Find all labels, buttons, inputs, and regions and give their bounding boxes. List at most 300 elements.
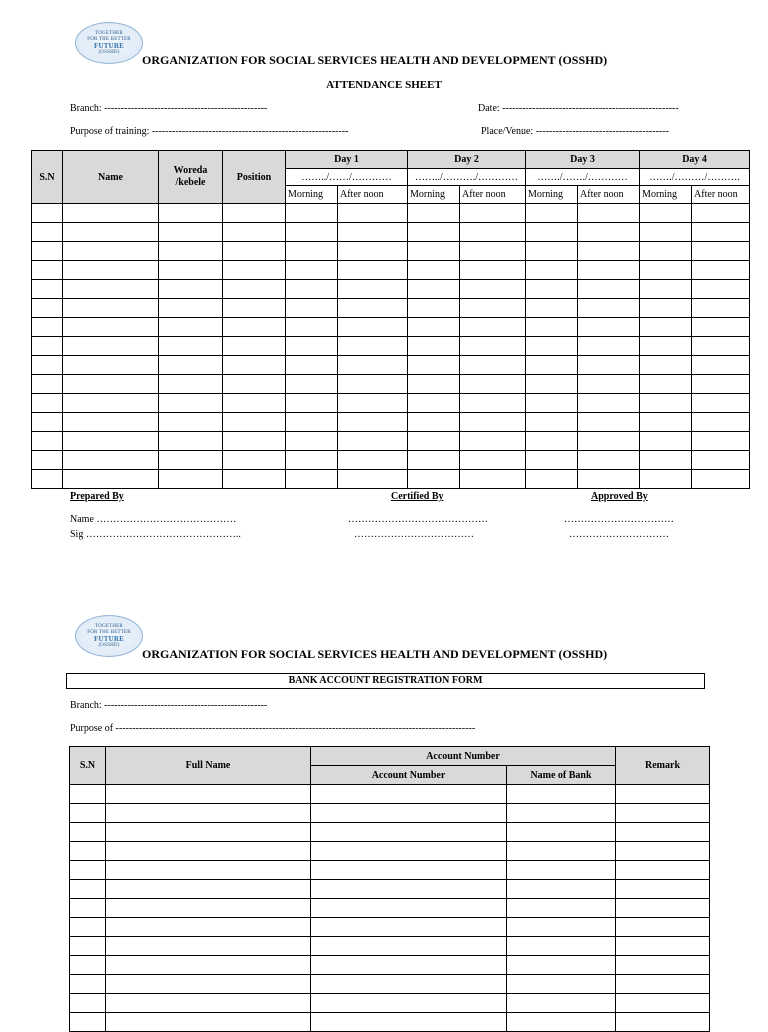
day-4-morning: Morning (640, 186, 692, 204)
table-cell[interactable] (526, 356, 578, 375)
table-cell[interactable] (286, 280, 338, 299)
table-cell[interactable] (32, 318, 63, 337)
table-cell[interactable] (616, 823, 710, 842)
purpose-field[interactable]: Purpose of training: ----------------------------------------------------------- (70, 126, 349, 137)
table-cell[interactable] (616, 785, 710, 804)
table-cell[interactable] (460, 337, 526, 356)
table-row (32, 261, 750, 280)
table-cell[interactable] (692, 204, 750, 223)
table-cell[interactable] (526, 470, 578, 489)
table-row (32, 223, 750, 242)
table-cell[interactable] (338, 470, 408, 489)
table-cell[interactable] (32, 394, 63, 413)
table-cell[interactable] (286, 432, 338, 451)
table-cell[interactable] (338, 261, 408, 280)
table-cell[interactable] (460, 242, 526, 261)
table-cell[interactable] (460, 299, 526, 318)
table-cell[interactable] (507, 956, 616, 975)
table-cell[interactable] (526, 261, 578, 280)
table-cell[interactable] (106, 804, 311, 823)
table-cell[interactable] (106, 994, 311, 1013)
table-row (32, 299, 750, 318)
prepared-sig-line[interactable]: Sig ……………………………………….. (70, 529, 241, 540)
table-cell[interactable] (63, 337, 159, 356)
table-cell[interactable] (32, 470, 63, 489)
table-cell[interactable] (460, 223, 526, 242)
table-cell[interactable] (106, 785, 311, 804)
table-cell[interactable] (640, 337, 692, 356)
table-cell[interactable] (286, 394, 338, 413)
bank-branch-field[interactable]: Branch: ------------------------------------------------- (70, 700, 268, 711)
table-cell[interactable] (311, 842, 507, 861)
table-cell[interactable] (408, 337, 460, 356)
table-cell[interactable] (32, 451, 63, 470)
table-cell[interactable] (526, 204, 578, 223)
table-cell[interactable] (286, 204, 338, 223)
table-cell[interactable] (311, 937, 507, 956)
table-cell[interactable] (640, 299, 692, 318)
table-cell[interactable] (460, 375, 526, 394)
table-cell[interactable] (63, 242, 159, 261)
table-cell[interactable] (460, 318, 526, 337)
table-cell[interactable] (63, 470, 159, 489)
table-cell[interactable] (692, 356, 750, 375)
table-cell[interactable] (63, 356, 159, 375)
bank-form-title: BANK ACCOUNT REGISTRATION FORM (66, 673, 705, 689)
table-cell[interactable] (578, 337, 640, 356)
table-cell[interactable] (311, 785, 507, 804)
table-cell[interactable] (70, 804, 106, 823)
table-cell[interactable] (408, 280, 460, 299)
table-cell[interactable] (159, 337, 223, 356)
table-cell[interactable] (640, 318, 692, 337)
prepared-name-line[interactable]: Name …………………………………… (70, 514, 237, 525)
table-cell[interactable] (223, 356, 286, 375)
table-cell[interactable] (507, 823, 616, 842)
table-row (70, 880, 710, 899)
table-cell[interactable] (223, 375, 286, 394)
table-cell[interactable] (159, 394, 223, 413)
table-cell[interactable] (507, 861, 616, 880)
table-cell[interactable] (338, 337, 408, 356)
table-cell[interactable] (32, 223, 63, 242)
table-cell[interactable] (578, 356, 640, 375)
table-cell[interactable] (286, 356, 338, 375)
table-cell[interactable] (311, 956, 507, 975)
table-cell[interactable] (408, 470, 460, 489)
table-cell[interactable] (286, 242, 338, 261)
day-4-afternoon: After noon (692, 186, 750, 204)
table-cell[interactable] (70, 937, 106, 956)
table-cell[interactable] (640, 432, 692, 451)
bank-header-sn: S.N (70, 747, 106, 785)
table-cell[interactable] (408, 451, 460, 470)
table-cell[interactable] (159, 261, 223, 280)
table-cell[interactable] (460, 261, 526, 280)
table-cell[interactable] (106, 918, 311, 937)
table-row (32, 432, 750, 451)
table-cell[interactable] (692, 432, 750, 451)
table-cell[interactable] (70, 975, 106, 994)
date-field[interactable]: Date: ----------------------------------------------------- (478, 103, 679, 114)
table-cell[interactable] (338, 318, 408, 337)
table-cell[interactable] (70, 785, 106, 804)
table-cell[interactable] (526, 375, 578, 394)
table-cell[interactable] (63, 413, 159, 432)
day-3-morning: Morning (526, 186, 578, 204)
table-cell[interactable] (223, 280, 286, 299)
certified-by-label: Certified By (391, 491, 444, 502)
table-cell[interactable] (159, 356, 223, 375)
logo-text: FOR THE BETTER (87, 629, 131, 635)
attendance-rows (32, 204, 750, 489)
table-cell[interactable] (106, 880, 311, 899)
table-row (70, 937, 710, 956)
table-cell[interactable] (286, 261, 338, 280)
table-row (70, 918, 710, 937)
table-cell[interactable] (616, 956, 710, 975)
table-cell[interactable] (32, 413, 63, 432)
table-cell[interactable] (507, 975, 616, 994)
table-cell[interactable] (692, 470, 750, 489)
table-cell[interactable] (578, 394, 640, 413)
table-cell[interactable] (159, 470, 223, 489)
table-cell[interactable] (507, 918, 616, 937)
table-cell[interactable] (408, 432, 460, 451)
table-cell[interactable] (338, 413, 408, 432)
table-cell[interactable] (311, 994, 507, 1013)
table-cell[interactable] (507, 994, 616, 1013)
table-cell[interactable] (32, 337, 63, 356)
table-row (70, 861, 710, 880)
table-cell[interactable] (70, 918, 106, 937)
table-cell[interactable] (640, 280, 692, 299)
table-cell[interactable] (223, 242, 286, 261)
table-cell[interactable] (692, 223, 750, 242)
table-cell[interactable] (159, 375, 223, 394)
table-cell[interactable] (692, 318, 750, 337)
bank-header-full-name: Full Name (106, 747, 311, 785)
bank-header-bank-name: Name of Bank (507, 766, 616, 785)
table-cell[interactable] (692, 451, 750, 470)
table-cell[interactable] (616, 937, 710, 956)
table-cell[interactable] (578, 299, 640, 318)
table-row (32, 394, 750, 413)
table-cell[interactable] (640, 470, 692, 489)
table-cell[interactable] (63, 299, 159, 318)
table-cell[interactable] (106, 975, 311, 994)
table-cell[interactable] (223, 223, 286, 242)
org-title: ORGANIZATION FOR SOCIAL SERVICES HEALTH AND DEVELOPMENT (OSSHD) (142, 647, 608, 661)
logo-text: FUTURE (94, 41, 124, 50)
table-cell[interactable] (507, 937, 616, 956)
table-cell[interactable] (460, 356, 526, 375)
table-cell[interactable] (338, 242, 408, 261)
table-cell[interactable] (616, 842, 710, 861)
table-cell[interactable] (692, 261, 750, 280)
table-cell[interactable] (578, 242, 640, 261)
table-cell[interactable] (338, 432, 408, 451)
table-cell[interactable] (408, 318, 460, 337)
table-cell[interactable] (223, 261, 286, 280)
table-cell[interactable] (286, 470, 338, 489)
table-cell[interactable] (526, 394, 578, 413)
table-cell[interactable] (159, 432, 223, 451)
table-cell[interactable] (408, 375, 460, 394)
table-cell[interactable] (70, 899, 106, 918)
table-cell[interactable] (70, 823, 106, 842)
approved-by-label: Approved By (591, 491, 648, 502)
table-cell[interactable] (286, 451, 338, 470)
table-cell[interactable] (311, 861, 507, 880)
table-cell[interactable] (578, 280, 640, 299)
day-3-date-blank[interactable]: ……./……./………… (526, 169, 640, 186)
table-cell[interactable] (70, 994, 106, 1013)
table-cell[interactable] (32, 299, 63, 318)
day-2-date-blank[interactable]: ……../………./………… (408, 169, 526, 186)
table-cell[interactable] (106, 1013, 311, 1032)
table-cell[interactable] (63, 261, 159, 280)
table-cell[interactable] (460, 280, 526, 299)
header-sn: S.N (32, 151, 63, 204)
table-cell[interactable] (286, 223, 338, 242)
table-cell[interactable] (32, 356, 63, 375)
table-cell[interactable] (223, 432, 286, 451)
table-cell[interactable] (616, 975, 710, 994)
table-cell[interactable] (640, 375, 692, 394)
table-cell[interactable] (408, 356, 460, 375)
certified-sig-line[interactable]: ……………………………… (354, 529, 474, 540)
table-cell[interactable] (460, 394, 526, 413)
table-cell[interactable] (460, 413, 526, 432)
table-cell[interactable] (616, 880, 710, 899)
table-cell[interactable] (311, 880, 507, 899)
table-cell[interactable] (311, 1013, 507, 1032)
table-row (32, 204, 750, 223)
table-cell[interactable] (70, 861, 106, 880)
table-cell[interactable] (223, 337, 286, 356)
day-2-afternoon: After noon (460, 186, 526, 204)
table-row (32, 242, 750, 261)
table-cell[interactable] (460, 470, 526, 489)
table-cell[interactable] (408, 242, 460, 261)
header-day-4: Day 4 (640, 151, 750, 169)
table-cell[interactable] (578, 204, 640, 223)
table-cell[interactable] (526, 242, 578, 261)
table-cell[interactable] (286, 413, 338, 432)
table-row (32, 280, 750, 299)
table-cell[interactable] (338, 356, 408, 375)
bank-header-account-number: Account Number (311, 766, 507, 785)
table-cell[interactable] (63, 280, 159, 299)
table-cell[interactable] (640, 394, 692, 413)
table-cell[interactable] (223, 299, 286, 318)
table-cell[interactable] (32, 204, 63, 223)
table-cell[interactable] (460, 204, 526, 223)
table-cell[interactable] (526, 451, 578, 470)
table-cell[interactable] (223, 318, 286, 337)
table-cell[interactable] (616, 861, 710, 880)
attendance-table (31, 150, 750, 489)
table-cell[interactable] (159, 223, 223, 242)
day-1-morning: Morning (286, 186, 338, 204)
table-cell[interactable] (692, 242, 750, 261)
table-row (32, 375, 750, 394)
table-cell[interactable] (159, 204, 223, 223)
table-cell[interactable] (159, 318, 223, 337)
table-cell[interactable] (408, 261, 460, 280)
table-cell[interactable] (223, 470, 286, 489)
table-cell[interactable] (578, 413, 640, 432)
table-cell[interactable] (311, 975, 507, 994)
table-cell[interactable] (616, 804, 710, 823)
table-row (32, 451, 750, 470)
table-cell[interactable] (578, 470, 640, 489)
table-cell[interactable] (223, 394, 286, 413)
table-cell[interactable] (578, 432, 640, 451)
table-cell[interactable] (640, 204, 692, 223)
table-cell[interactable] (32, 280, 63, 299)
table-cell[interactable] (63, 394, 159, 413)
table-cell[interactable] (460, 451, 526, 470)
table-cell[interactable] (159, 299, 223, 318)
table-cell[interactable] (460, 432, 526, 451)
table-cell[interactable] (159, 413, 223, 432)
table-cell[interactable] (408, 394, 460, 413)
table-cell[interactable] (32, 261, 63, 280)
table-cell[interactable] (159, 280, 223, 299)
table-cell[interactable] (159, 242, 223, 261)
table-cell[interactable] (106, 823, 311, 842)
table-cell[interactable] (311, 823, 507, 842)
table-row (70, 956, 710, 975)
table-cell[interactable] (70, 880, 106, 899)
table-cell[interactable] (692, 394, 750, 413)
day-1-afternoon: After noon (338, 186, 408, 204)
table-row (32, 470, 750, 489)
table-cell[interactable] (286, 337, 338, 356)
table-cell[interactable] (408, 204, 460, 223)
table-cell[interactable] (616, 1013, 710, 1032)
table-cell[interactable] (338, 375, 408, 394)
table-cell[interactable] (507, 785, 616, 804)
table-cell[interactable] (640, 356, 692, 375)
table-cell[interactable] (106, 842, 311, 861)
bank-purpose-field[interactable]: Purpose of ------------------------------------------------------------------------------------------------------------ (70, 723, 476, 734)
table-cell[interactable] (338, 204, 408, 223)
table-cell[interactable] (692, 413, 750, 432)
header-position: Position (223, 151, 286, 204)
table-cell[interactable] (692, 375, 750, 394)
table-cell[interactable] (692, 299, 750, 318)
table-cell[interactable] (311, 899, 507, 918)
table-cell[interactable] (408, 223, 460, 242)
table-cell[interactable] (578, 223, 640, 242)
table-cell[interactable] (106, 899, 311, 918)
table-cell[interactable] (223, 204, 286, 223)
table-cell[interactable] (526, 337, 578, 356)
table-cell[interactable] (32, 242, 63, 261)
table-cell[interactable] (526, 432, 578, 451)
table-cell[interactable] (286, 318, 338, 337)
table-cell[interactable] (32, 432, 63, 451)
table-cell[interactable] (578, 451, 640, 470)
table-cell[interactable] (338, 223, 408, 242)
table-cell[interactable] (507, 842, 616, 861)
approved-sig-line[interactable]: ………………………… (569, 529, 669, 540)
table-cell[interactable] (616, 899, 710, 918)
table-cell[interactable] (507, 899, 616, 918)
table-cell[interactable] (286, 299, 338, 318)
table-cell[interactable] (526, 280, 578, 299)
table-cell[interactable] (70, 842, 106, 861)
table-cell[interactable] (507, 804, 616, 823)
table-cell[interactable] (640, 451, 692, 470)
table-cell[interactable] (32, 375, 63, 394)
certified-name-line[interactable]: …………………………………… (348, 514, 488, 525)
table-cell[interactable] (640, 261, 692, 280)
table-cell[interactable] (616, 918, 710, 937)
table-cell[interactable] (159, 451, 223, 470)
venue-field[interactable]: Place/Venue: ---------------------------------------- (481, 126, 669, 137)
table-cell[interactable] (63, 375, 159, 394)
table-cell[interactable] (507, 1013, 616, 1032)
table-cell[interactable] (507, 880, 616, 899)
table-cell[interactable] (526, 318, 578, 337)
table-cell[interactable] (640, 413, 692, 432)
table-cell[interactable] (286, 375, 338, 394)
table-cell[interactable] (526, 299, 578, 318)
approved-name-line[interactable]: …………………………… (564, 514, 674, 525)
table-cell[interactable] (692, 337, 750, 356)
day-1-date-blank[interactable]: ……../……/………… (286, 169, 408, 186)
table-cell[interactable] (616, 994, 710, 1013)
bank-header-account-group: Account Number (311, 747, 616, 766)
table-cell[interactable] (578, 375, 640, 394)
table-cell[interactable] (408, 299, 460, 318)
table-cell[interactable] (311, 804, 507, 823)
table-cell[interactable] (63, 204, 159, 223)
table-cell[interactable] (63, 451, 159, 470)
table-cell[interactable] (338, 451, 408, 470)
table-cell[interactable] (63, 318, 159, 337)
table-cell[interactable] (106, 937, 311, 956)
table-cell[interactable] (578, 261, 640, 280)
table-cell[interactable] (106, 861, 311, 880)
table-cell[interactable] (338, 394, 408, 413)
table-cell[interactable] (63, 223, 159, 242)
day-4-date-blank[interactable]: ……./………/………. (640, 169, 750, 186)
table-row (70, 899, 710, 918)
table-cell[interactable] (223, 451, 286, 470)
table-cell[interactable] (692, 280, 750, 299)
branch-field[interactable]: Branch: ------------------------------------------------- (70, 103, 268, 114)
table-cell[interactable] (338, 280, 408, 299)
table-cell[interactable] (70, 1013, 106, 1032)
table-cell[interactable] (526, 413, 578, 432)
table-cell[interactable] (311, 918, 507, 937)
table-cell[interactable] (70, 956, 106, 975)
table-cell[interactable] (578, 318, 640, 337)
table-cell[interactable] (106, 956, 311, 975)
table-cell[interactable] (223, 413, 286, 432)
table-cell[interactable] (63, 432, 159, 451)
table-cell[interactable] (640, 223, 692, 242)
table-cell[interactable] (526, 223, 578, 242)
table-cell[interactable] (338, 299, 408, 318)
table-cell[interactable] (640, 242, 692, 261)
table-cell[interactable] (408, 413, 460, 432)
